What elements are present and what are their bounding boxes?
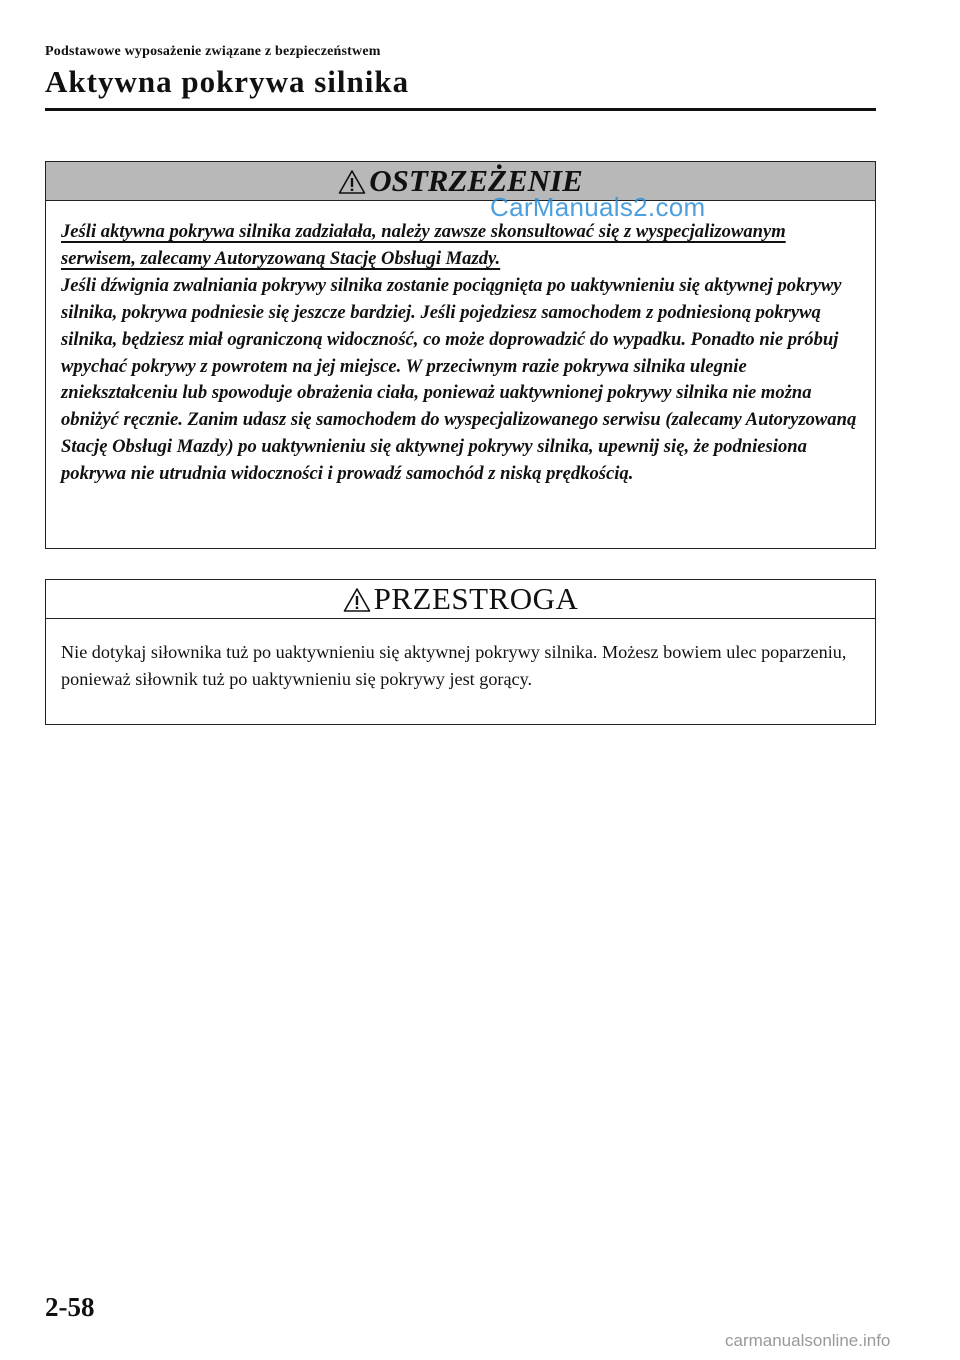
caution-header	[46, 580, 875, 619]
caution-text: Nie dotykaj siłownika tuż po uaktywnieniu się aktywnej pokrywy silnika. Możesz bowiem ulec poparzeniu, ponieważ siłownik tuż po uaktywnieniu się pokrywy jest gorący.	[61, 642, 847, 689]
page-title: Aktywna pokrywa silnika	[45, 64, 410, 99]
warning-underlined-text: Jeśli aktywna pokrywa silnika zadziałała, należy zawsze skonsultować się z wyspecjalizowanym serwisem, zalecamy Autoryzowaną Stację Obsługi Mazdy.	[61, 221, 786, 269]
warning-triangle-icon	[338, 169, 366, 195]
watermark-top: CarManuals2.com	[490, 192, 706, 222]
caution-body	[46, 619, 875, 692]
warning-text: Jeśli dźwignia zwalniania pokrywy silnika zostanie pociągnięta po uaktywnieniu się aktywnej pokrywy silnika, pokrywa podniesie się jeszcze bardziej. Jeśli pojedziesz samochodem z podniesioną pokrywą silnika, będziesz miał ograniczoną widoczność, co może doprowadzić do wypadku. Ponadto nie próbuj wpychać pokrywy z powrotem na jej miejsce. W przeciwnym razie pokrywa silnika ulegnie zniekształceniu lub spowoduje obrażenia ciała, ponieważ uaktywnionej pokrywy silnika nie można obniżyć ręcznie. Zanim udasz się samochodem do wyspecjalizowanego serwisu (zalecamy Autoryzowaną Stację Obsługi Mazdy) po uaktywnieniu się aktywnej pokrywy silnika, upewnij się, że podniesiona pokrywa nie utrudnia widoczności i prowadź samochód z niską prędkością.	[61, 274, 857, 485]
warning-body	[46, 201, 875, 488]
watermark-bottom[interactable]: carmanualsonline.info	[725, 1331, 891, 1350]
section-label: Podstawowe wyposażenie związane z bezpieczeństwem	[45, 44, 381, 59]
caution-box	[45, 579, 876, 725]
warning-header	[46, 162, 875, 201]
warning-heading: OSTRZEŻENIE	[369, 163, 583, 198]
warning-triangle-icon	[343, 587, 371, 613]
warning-paragraph	[61, 219, 859, 488]
page-number: 2-58	[45, 1292, 95, 1322]
title-rule	[45, 108, 876, 111]
warning-box	[45, 161, 876, 549]
caution-heading: PRZESTROGA	[373, 581, 579, 616]
